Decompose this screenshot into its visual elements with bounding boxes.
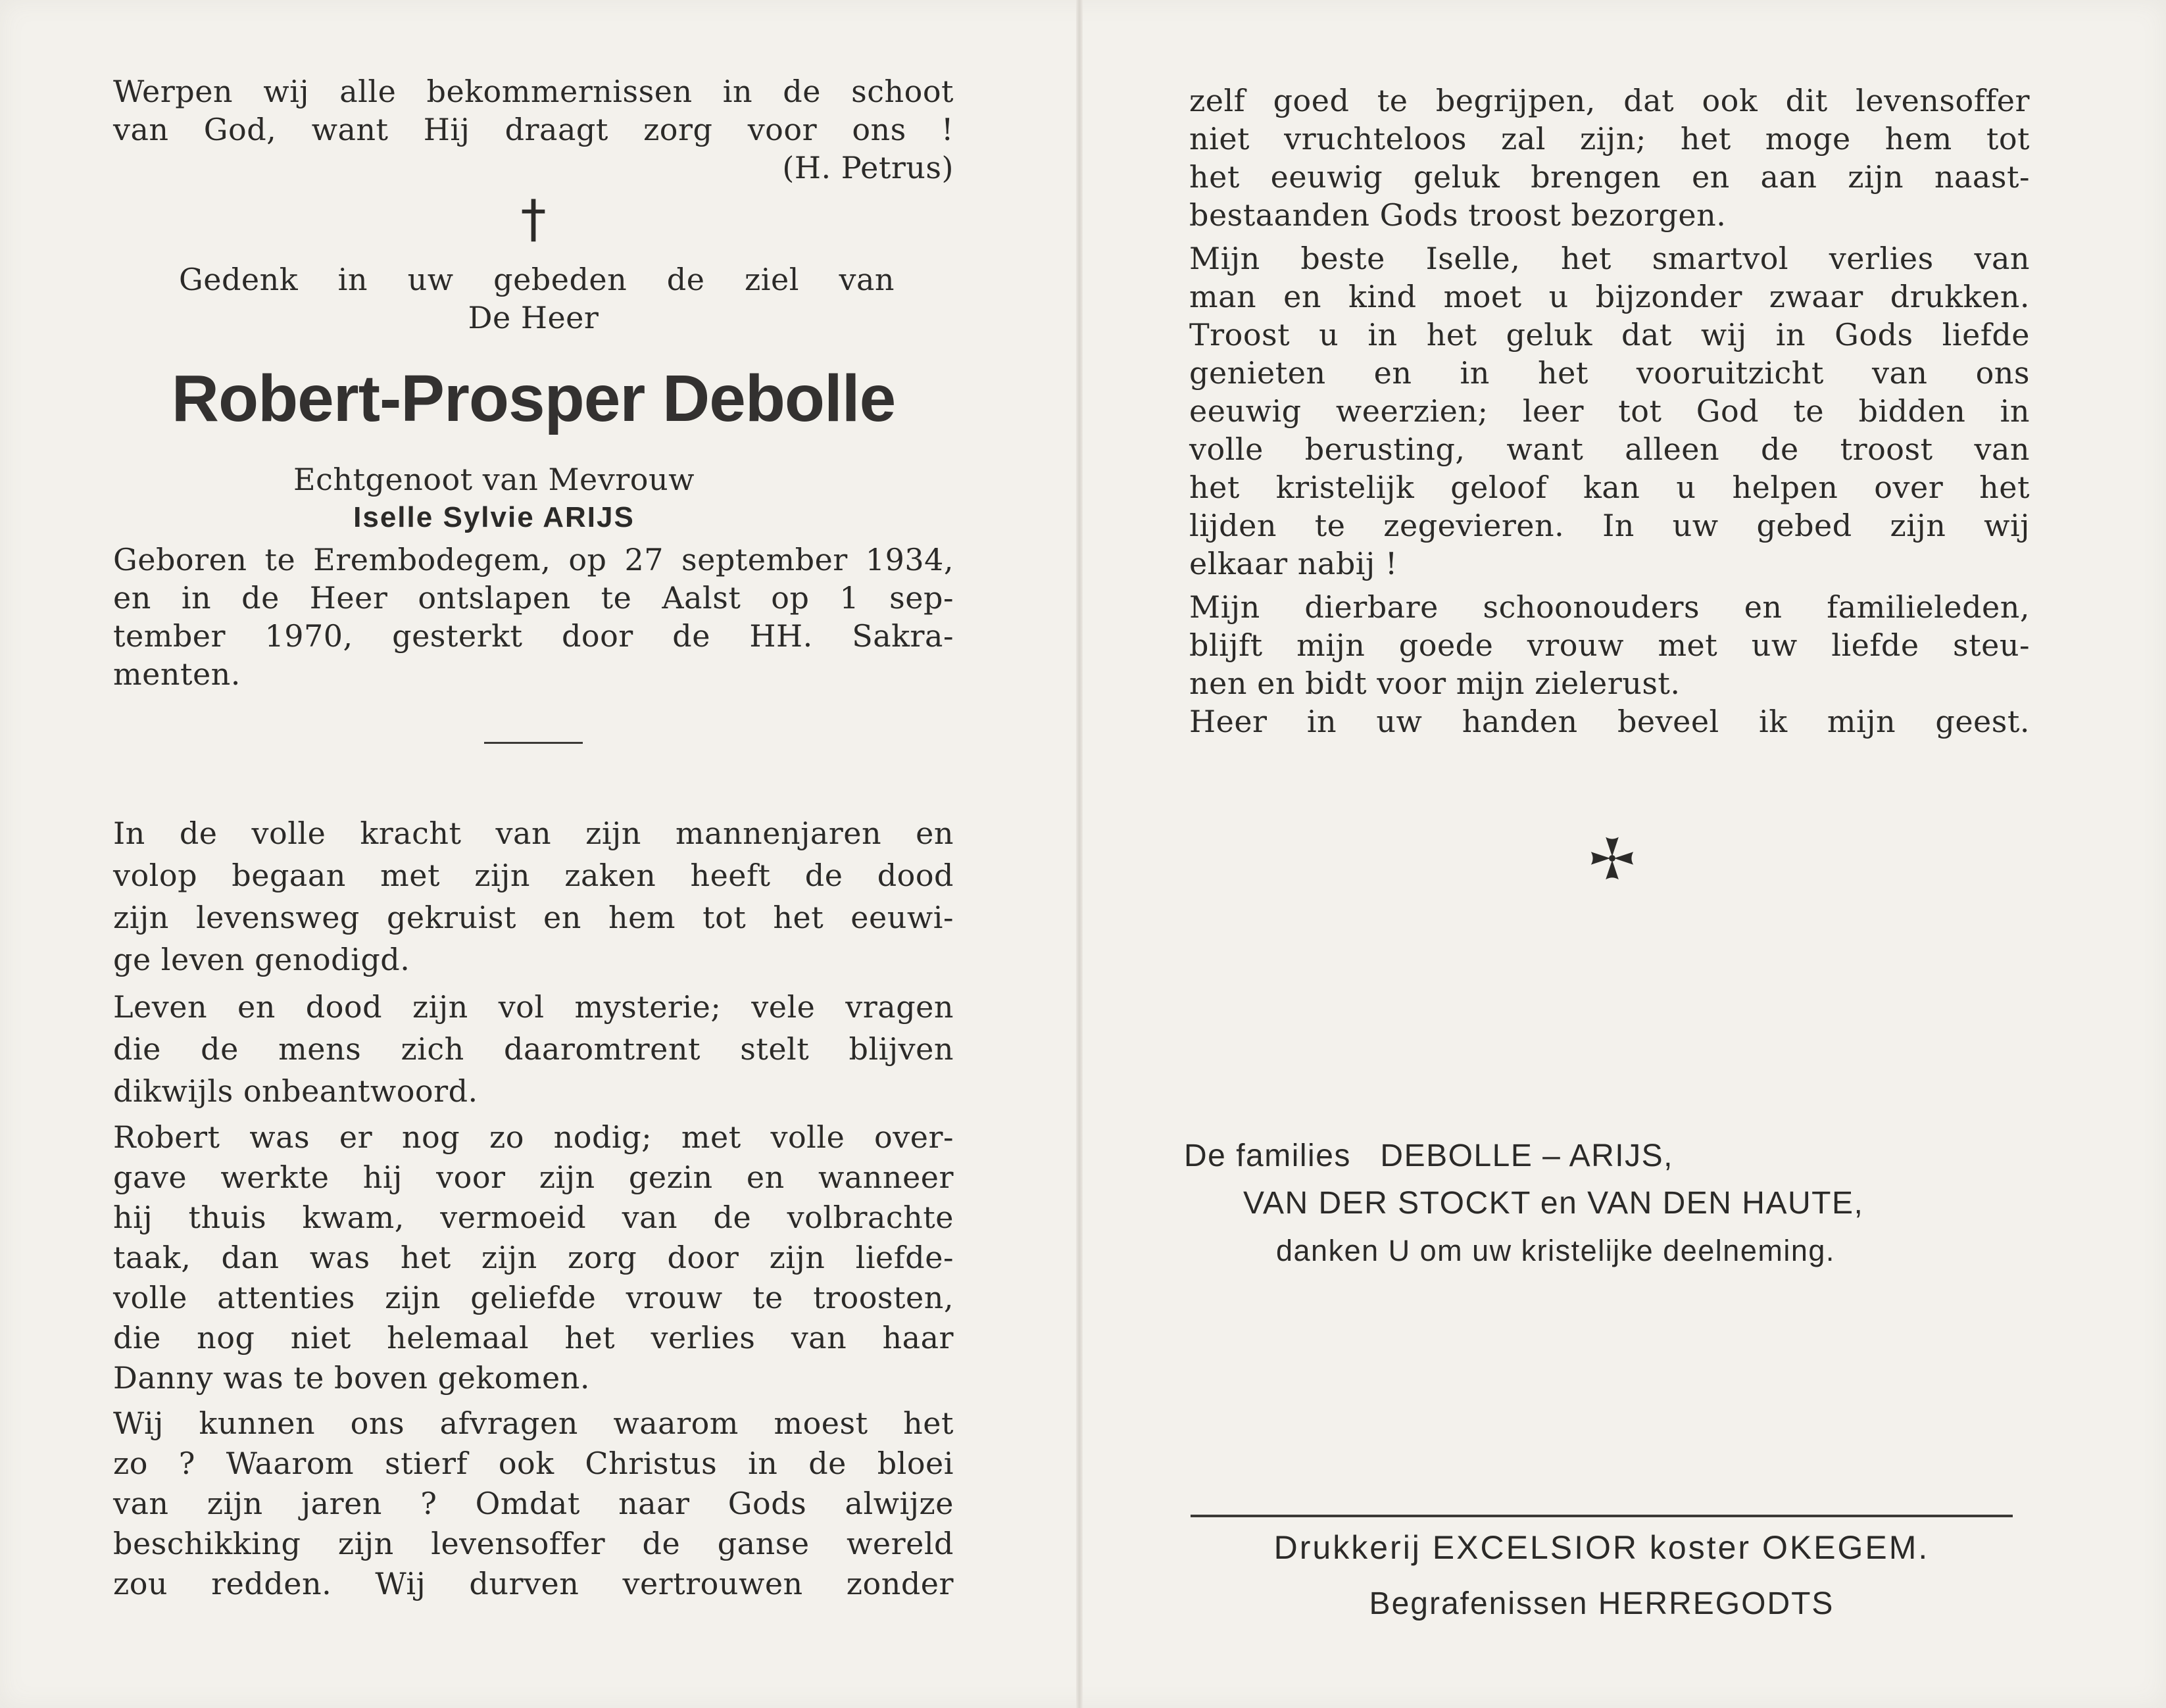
paragraph xyxy=(113,986,954,1112)
spouse-label: Echtgenoot van Mevrouw xyxy=(293,462,695,497)
paragraph-line: gave werkte hij voor zijn gezin en wanneer xyxy=(113,1159,954,1195)
paragraph-line: genieten en in het vooruitzicht van ons xyxy=(1189,355,2030,391)
footer xyxy=(1191,1523,2013,1629)
card-fold xyxy=(1076,0,1083,1708)
families-thanks xyxy=(1184,1133,2032,1275)
paragraph-line: volle berusting, want alleen de troost van xyxy=(1189,431,2030,467)
footer-divider xyxy=(1191,1515,2013,1517)
paragraph xyxy=(113,1403,954,1604)
paragraph-line: In de volle kracht van zijn mannenjaren en xyxy=(113,816,954,851)
paragraph-line: Mijn beste Iselle, het smartvol verlies van xyxy=(1189,241,2030,276)
paragraph-line: zou redden. Wij durven vertrouwen zonder xyxy=(113,1566,954,1601)
epigraph-line: van God, want Hij draagt zorg voor ons ! xyxy=(113,112,954,147)
families-line: VAN DER STOCKT en VAN DEN HAUTE, xyxy=(1243,1186,1864,1221)
paragraph-line: eeuwig weerzien; leer tot God te bidden in xyxy=(1189,393,2030,429)
left-panel xyxy=(113,72,954,1604)
paragraph-line: Troost u in het geluk dat wij in Gods liefde xyxy=(1189,317,2030,353)
printer-credit: Drukkerij EXCELSIOR koster OKEGEM. xyxy=(1273,1529,1930,1566)
birth-death-block xyxy=(113,541,954,693)
birth-line: menten. xyxy=(113,656,241,692)
paragraph-line: Robert was er nog zo nodig; met volle over- xyxy=(113,1119,954,1155)
paragraph-line: taak, dan was het zijn zorg door zijn liefde- xyxy=(113,1240,954,1275)
paragraph-line: van zijn jaren ? Omdat naar Gods alwijze xyxy=(113,1486,954,1521)
epigraph-attribution: (H. Petrus) xyxy=(782,150,954,185)
paragraph-line: die nog niet helemaal het verlies van haar xyxy=(113,1320,954,1355)
maltese-cross-icon xyxy=(1589,835,1635,881)
paragraph-line: Wij kunnen ons afvragen waarom moest het xyxy=(113,1405,954,1441)
paragraph-line: elkaar nabij ! xyxy=(1189,546,1398,581)
families-line: De families DEBOLLE – ARIJS, xyxy=(1184,1138,1673,1173)
paragraph xyxy=(1189,239,2030,583)
intro-title: De Heer xyxy=(468,300,599,335)
paragraph-line: dikwijls onbeantwoord. xyxy=(113,1073,478,1109)
paragraph-line: bestaanden Gods troost bezorgen. xyxy=(1189,197,1727,233)
families-line: danken U om uw kristelijke deelneming. xyxy=(1276,1234,1835,1267)
intro-line: Gedenk in uw gebeden de ziel van xyxy=(179,262,895,297)
divider xyxy=(484,742,583,744)
right-panel xyxy=(1189,82,2030,741)
paragraph-line: zo ? Waarom stierf ook Christus in de bloei xyxy=(113,1446,954,1481)
paragraph-line: lijden te zegevieren. In uw gebed zijn wij xyxy=(1189,508,2030,543)
paragraph-line: beschikking zijn levensoffer de ganse wereld xyxy=(113,1526,954,1561)
paragraph-line: zelf goed te begrijpen, dat ook dit levensoffer xyxy=(1189,83,2030,118)
paragraph-line: Heer in uw handen beveel ik mijn geest. xyxy=(1189,704,2030,739)
paragraph-line: Mijn dierbare schoonouders en familieleden, xyxy=(1189,589,2030,625)
paragraph xyxy=(1189,588,2030,741)
birth-line: tember 1970, gesterkt door de HH. Sakra- xyxy=(113,618,954,654)
cross-icon: † xyxy=(520,190,547,249)
birth-line: en in de Heer ontslapen te Aalst op 1 sep- xyxy=(113,580,954,616)
paragraph xyxy=(113,812,954,981)
left-body-text xyxy=(113,812,954,1604)
paragraph-line: ge leven genodigd. xyxy=(113,942,410,977)
deceased-name: Robert-Prosper Debolle xyxy=(171,362,896,435)
paragraph-line: die de mens zich daaromtrent stelt blijven xyxy=(113,1031,954,1067)
paragraph-line: het kristelijk geloof kan u helpen over het xyxy=(1189,470,2030,505)
paragraph-line: volle attenties zijn geliefde vrouw te troosten, xyxy=(113,1280,954,1315)
epigraph-line: Werpen wij alle bekommernissen in de schoot xyxy=(113,74,954,109)
paragraph-line: Danny was te boven gekomen. xyxy=(113,1360,590,1396)
paragraph-line: Leven en dood zijn vol mysterie; vele vragen xyxy=(113,989,954,1025)
paragraph xyxy=(113,1117,954,1398)
paragraph-line: niet vruchteloos zal zijn; het moge hem tot xyxy=(1189,121,2030,157)
paragraph-line: nen en bidt voor mijn zielerust. xyxy=(1189,666,1681,701)
paragraph-line: hij thuis kwam, vermoeid van de volbrachte xyxy=(113,1200,954,1235)
paragraph-line: man en kind moet u bijzonder zwaar drukken. xyxy=(1189,279,2030,314)
birth-line: Geboren te Erembodegem, op 27 september 1934, xyxy=(113,542,954,577)
paragraph-line: het eeuwig geluk brengen en aan zijn naast- xyxy=(1189,159,2030,195)
paragraph-line: volop begaan met zijn zaken heeft de dood xyxy=(113,858,954,893)
paragraph-line: zijn levensweg gekruist en hem tot het eeuwi- xyxy=(113,900,954,935)
undertaker-credit: Begrafenissen HERREGODTS xyxy=(1369,1586,1834,1621)
paragraph-line: blijft mijn goede vrouw met uw liefde steu- xyxy=(1189,627,2030,663)
spouse-name: Iselle Sylvie ARIJS xyxy=(353,501,635,533)
paragraph xyxy=(1189,82,2030,234)
